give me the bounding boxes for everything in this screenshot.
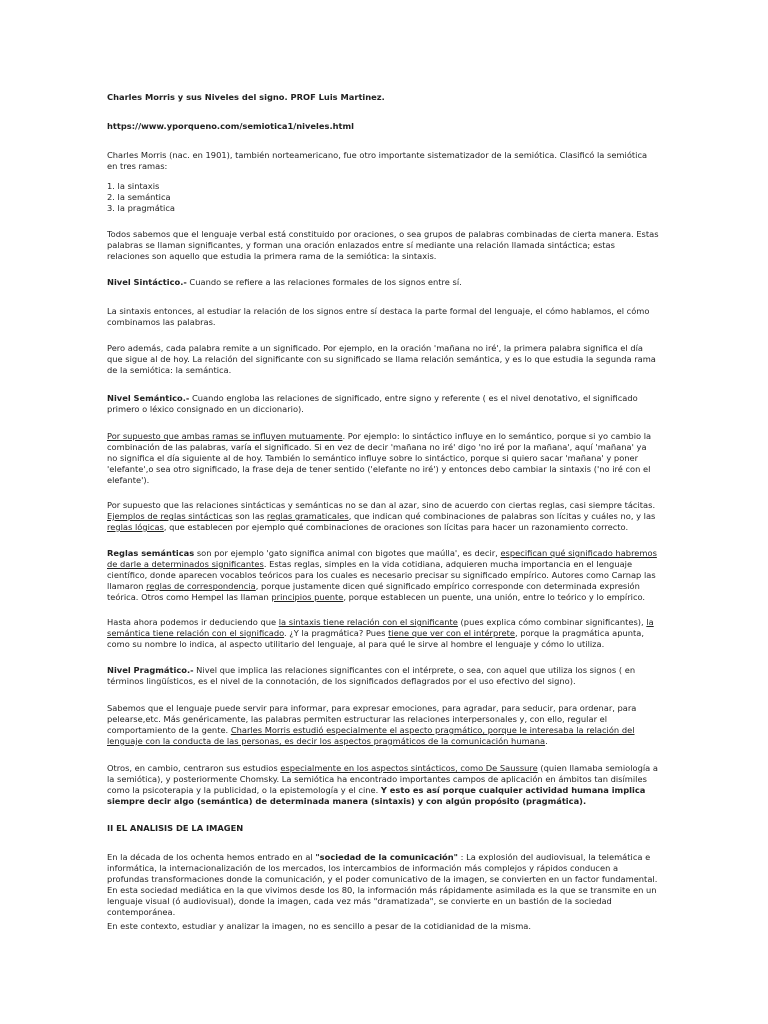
paragraph-text: : La explosión del audiovisual, la telemática e informática, la internacionalización de los mercados, los intercambios de información más complejos y rápidos conducen a profundas transformaciones donde la comunicación, y el poder comunicativo de la imagen, se convierten en un factor fundamental. En esta sociedad mediática en la que vivimos desde los 80, la información más rápidamente asimilada es la que se transmite en un lenguaje visual (ó audiovisual), donde la imagen, cada vez más "dramatizada", se convierte en un bastión de la sociedad contemporánea.: [107, 852, 658, 917]
paragraph-text: , porque establecen un puente, una unión, entre lo teórico y lo empírico.: [343, 591, 646, 602]
paragraph-text: Por supuesto que las relaciones sintácticas y semánticas no se dan al azar, sino de acuerdo con ciertas reglas, casi siempre tácitas.: [107, 500, 656, 510]
paragraph-intro: Charles Morris (nac. en 1901), también norteamericano, fue otro importante sistematizador de la semiótica. Clasificó la semiótica en tres ramas:: [107, 150, 648, 171]
paragraph-text: , que establecen por ejemplo qué combinaciones de oraciones son lícitas para hacer un razonamiento correcto.: [163, 521, 629, 532]
paragraph-text: son por ejemplo 'gato significa animal con bigotes que maúlla', es decir,: [194, 548, 501, 558]
list-item: 3. la pragmática: [107, 202, 175, 213]
paragraph-text: , que indican qué combinaciones de palabras son lícitas y cuáles no, y las: [348, 510, 656, 521]
paragraph-text: , porque la pragmática apunta, como su nombre lo indica, al aspecto utilitario del lenguaje, al para qué le sirve al hombre el lenguaje y cómo lo utiliza.: [107, 627, 644, 649]
underlined-phrase: tiene que ver con el intérprete: [388, 627, 515, 638]
paragraph-text: Sabemos que el lenguaje puede servir para informar, para expresar emociones, para agradar, para seducir, para ordenar, para pelearse,etc. Más genéricamente, las palabras permiten estructurar las relaciones interpersonales y, con ello, regular el comportamiento de la gente.: [107, 703, 637, 735]
paragraph-text: son las: [232, 510, 267, 521]
underlined-phrase: reglas de correspondencia: [146, 580, 256, 591]
paragraph-reglas-semanticas: [107, 548, 659, 603]
underlined-phrase: principios puente: [271, 591, 344, 602]
nivel-pragmatico-paragraph: [107, 665, 659, 687]
underlined-phrase: especialmente en los aspectos sintácticos, como De Saussure: [280, 763, 538, 773]
paragraph-text: (pues explica cómo combinar significantes),: [457, 617, 647, 627]
paragraph-text: .: [545, 735, 548, 746]
nivel-sintactico-label: Nivel Sintáctico.-: [107, 277, 187, 287]
nivel-sintactico-text: Cuando se refiere a las relaciones formales de los signos entre sí.: [186, 277, 462, 287]
nivel-pragmatico-label: Nivel Pragmático.-: [107, 665, 194, 675]
paragraph-text: (quien llamaba semiología a la semiótica), y posteriormente Chomsky. La semiótica ha encontrado importantes campos de aplicación en ámbitos tan disímiles como la psicoterapia y la publicidad, o la epistemología y el cine.: [107, 763, 658, 795]
paragraph-significado: Pero además, cada palabra remite a un significado. Por ejemplo, en la oración 'mañana no iré', la primera palabra significa el día que sigue al de hoy. La relación del significante con su significado se llama relación semántica, y es lo que estudia la segunda rama de la semiótica: la semántica.: [107, 343, 656, 375]
bold-phrase: "sociedad de la comunicación": [315, 852, 458, 862]
underlined-phrase: reglas lógicas: [107, 521, 164, 532]
underlined-phrase: la sintaxis tiene relación con el significante: [278, 617, 458, 627]
source-url: https://www.yporqueno.com/semiotica1/niveles.html: [107, 121, 354, 131]
paragraph-text: , porque justamente dicen qué significado empírico corresponde con determinada expresión teórica. Otros como Hempel las llaman: [107, 580, 640, 602]
nivel-semantico-label: Nivel Semántico.-: [107, 393, 190, 403]
underlined-phrase: Ejemplos de reglas sintácticas: [107, 510, 233, 521]
nivel-semantico-paragraph: [107, 393, 659, 415]
paragraph-lenguaje-usos: [107, 703, 659, 747]
underlined-phrase: Por supuesto que ambas ramas se influyen mutuamente: [107, 431, 343, 441]
nivel-sintactico-paragraph: [107, 277, 659, 288]
paragraph-text: Otros, en cambio, centraron sus estudios: [107, 763, 281, 773]
nivel-pragmatico-text: Nivel que implica las relaciones significantes con el intérprete, o sea, con aquel que utiliza los signos ( en términos lingüísticos, es el nivel de la connotación, de los significados deflagrados por el uso efectivo del signo).: [107, 665, 636, 686]
underlined-phrase: reglas gramaticales: [266, 510, 349, 521]
paragraph-text: Hasta ahora podemos ir deduciendo que: [107, 617, 279, 627]
paragraph-text: . Por ejemplo: lo sintáctico influye en lo semántico, porque si yo cambio la combinación de las palabras, varía el significado. Si en vez de decir 'mañana no iré' digo 'no iré por la mañana', aquí 'mañana' ya no significa el día siguiente al de hoy. También lo semántico influye sobre lo sintáctico, porque si quiero sacar 'mañana' y poner 'elefante',o sea otro significado, la frase deja de tener sentido ('elefante no iré') y entonces debo cambiar la sintaxis ('no iré con el elefante').: [107, 431, 652, 485]
bold-phrase: Y esto es así porque cualquier actividad humana implica siempre decir algo (semántica) de determinada manera (sintaxis) y con algún propósito (pragmática).: [107, 784, 646, 806]
underlined-phrase: especifican qué significado habremos de darle a determinados significantes: [107, 548, 657, 569]
section-heading: II EL ANALISIS DE LA IMAGEN: [107, 823, 244, 833]
paragraph-text: . ¿Y la pragmática? Pues: [284, 627, 389, 638]
underlined-phrase: Charles Morris estudió especialmente el aspecto pragmático, porque le interesaba la relación del lenguaje con la conducta de las personas, es decir los aspectos pragmáticos de la comunicación humana: [107, 724, 635, 746]
paragraph-influencia: [107, 431, 659, 486]
paragraph-contexto: En este contexto, estudiar y analizar la imagen, no es sencillo a pesar de la cotidianidad de la misma.: [107, 921, 532, 931]
branches-list: [107, 181, 659, 214]
paragraph-sintaxis: La sintaxis entonces, al estudiar la relación de los signos entre sí destaca la parte formal del lenguaje, el cómo hablamos, el cómo combinamos las palabras.: [107, 306, 650, 327]
paragraph-otros-estudios: [107, 763, 659, 807]
list-item: 1. la sintaxis: [107, 181, 160, 191]
paragraph-language: Todos sabemos que el lenguaje verbal está constituido por oraciones, o sea grupos de palabras combinadas de cierta manera. Estas palabras se llaman significantes, y forman una oración enlazados entre sí mediante una relación llamada sintáctica; estas relaciones son aquello que estudia la primera rama de la semiótica: la sintaxis.: [107, 229, 659, 261]
paragraph-reglas: [107, 500, 659, 533]
paragraph-sociedad-comunicacion: [107, 852, 659, 917]
paragraph-deduccion: [107, 617, 659, 650]
bold-phrase: Reglas semánticas: [107, 548, 195, 558]
paragraph-text: En la década de los ochenta hemos entrado en al: [107, 852, 316, 862]
nivel-semantico-text: Cuando engloba las relaciones de significado, entre signo y referente ( es el nivel denotativo, el significado primero o léxico consignado en un diccionario).: [107, 393, 638, 414]
paragraph-text: . Estas reglas, simples en la vida cotidiana, adquieren mucha importancia en el lenguaje científico, donde aparecen vocablos teóricos para los cuales es necesario precisar su significado empírico. Autores como Carnap las llamaron: [107, 558, 656, 591]
underlined-phrase: la semántica tiene relación con el significado: [107, 617, 654, 638]
document-title: Charles Morris y sus Niveles del signo. PROF Luis Martinez.: [107, 92, 385, 102]
list-item: 2. la semántica: [107, 191, 171, 202]
